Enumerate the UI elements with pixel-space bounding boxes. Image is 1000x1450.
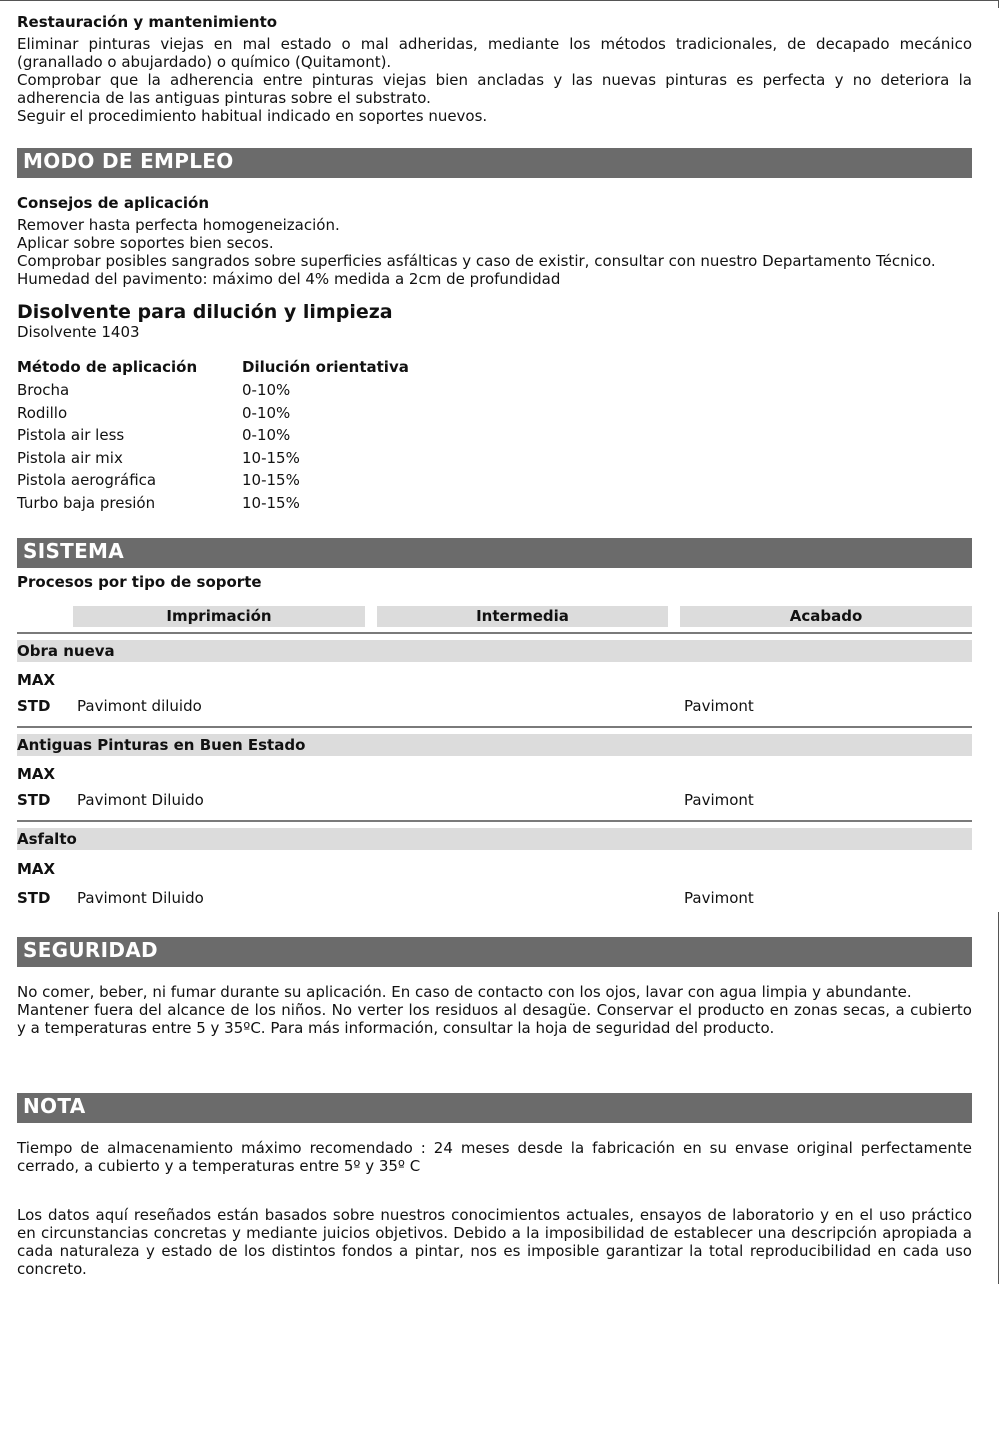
group-row-asfalto: Asfalto [17, 828, 972, 850]
dilution-header-method: Método de aplicación [17, 358, 198, 376]
imprimacion-value: Pavimont Diluido [77, 791, 204, 809]
section-header-seguridad: SEGURIDAD [17, 937, 972, 967]
nota-disclaimer: Los datos aquí reseñados están basados sobre nuestros conocimientos actuales, ensayos de laboratorio y en el uso práctico en circunstancias concretas y mediante juicios objetivos. Debido a la imposibilidad de establecer una descripción apropiada a cada naturaleza y estado de los distintos fondos a pintar, nos es imposible garantizar la total reproducibilidad en cada uso concreto. [17, 1206, 972, 1278]
dilution-value: 0-10% [242, 381, 291, 399]
dilution-method: Turbo baja presión [17, 494, 156, 512]
max-label: MAX [17, 671, 56, 689]
nota-almacenamiento: Tiempo de almacenamiento máximo recomendado : 24 meses desde la fabricación en su envase original perfectamente cerrado, a cubierto y a temperaturas entre 5º y 35º C [17, 1139, 972, 1175]
acabado-value: Pavimont [684, 697, 754, 715]
dilution-header-dilution: Dilución orientativa [242, 358, 409, 376]
restauracion-text [17, 35, 972, 125]
disolvente-value: Disolvente 1403 [17, 323, 140, 341]
consejo-line: Comprobar posibles sangrados sobre superficies asfálticas y caso de existir, consultar con nuestro Departamento Técnico. [17, 252, 936, 270]
disolvente-title: Disolvente para dilución y limpieza [17, 301, 393, 323]
column-header-intermedia: Intermedia [377, 606, 668, 627]
acabado-value: Pavimont [684, 791, 754, 809]
section-header-nota: NOTA [17, 1093, 972, 1123]
page-right-border [998, 912, 999, 1284]
divider [17, 632, 972, 634]
sistema-subtitle: Procesos por tipo de soporte [17, 573, 262, 591]
dilution-value: 10-15% [242, 449, 300, 467]
acabado-value: Pavimont [684, 889, 754, 907]
dilution-value: 0-10% [242, 404, 291, 422]
dilution-method: Pistola aerográfica [17, 471, 157, 489]
dilution-method: Pistola air mix [17, 449, 123, 467]
consejos-list [17, 216, 972, 288]
imprimacion-value: Pavimont diluido [77, 697, 202, 715]
dilution-value: 10-15% [242, 471, 300, 489]
restauracion-line: Seguir el procedimiento habitual indicado en soportes nuevos. [17, 107, 488, 125]
std-label: STD [17, 889, 51, 907]
dilution-method: Pistola air less [17, 426, 125, 444]
divider [17, 820, 972, 822]
seguridad-line: Mantener fuera del alcance de los niños. No verter los residuos al desagüe. Conservar el producto en zonas secas, a cubierto y a temperaturas entre 5 y 35ºC. Para más información, consultar la hoja de seguridad del producto. [17, 1001, 972, 1037]
column-header-imprimacion: Imprimación [73, 606, 365, 627]
dilution-method: Brocha [17, 381, 70, 399]
column-header-acabado: Acabado [680, 606, 972, 627]
consejo-line: Aplicar sobre soportes bien secos. [17, 234, 274, 252]
restauracion-line: Comprobar que la adherencia entre pinturas viejas bien ancladas y las nuevas pinturas es perfecta y no deteriora la adherencia de las antiguas pinturas sobre el substrato. [17, 71, 972, 107]
divider [17, 726, 972, 728]
dilution-value: 0-10% [242, 426, 291, 444]
page-right-border [998, 0, 999, 8]
restauracion-line: Eliminar pinturas viejas en mal estado o mal adheridas, mediante los métodos tradicionales, de decapado mecánico (granallado o abujardado) o químico (Quitamont). [17, 35, 972, 71]
std-label: STD [17, 697, 51, 715]
seguridad-line: No comer, beber, ni fumar durante su aplicación. En caso de contacto con los ojos, lavar con agua limpia y abundante. [17, 983, 912, 1001]
consejos-title: Consejos de aplicación [17, 194, 209, 212]
max-label: MAX [17, 765, 56, 783]
max-label: MAX [17, 860, 56, 878]
section-header-modo-empleo: MODO DE EMPLEO [17, 148, 972, 178]
page-top-border [0, 0, 998, 1]
restauracion-title: Restauración y mantenimiento [17, 13, 278, 31]
section-header-sistema: SISTEMA [17, 538, 972, 568]
group-row-obra-nueva: Obra nueva [17, 640, 972, 662]
consejo-line: Remover hasta perfecta homogeneización. [17, 216, 340, 234]
dilution-method: Rodillo [17, 404, 68, 422]
dilution-value: 10-15% [242, 494, 300, 512]
consejo-line: Humedad del pavimento: máximo del 4% medida a 2cm de profundidad [17, 270, 561, 288]
group-row-antiguas-pinturas: Antiguas Pinturas en Buen Estado [17, 734, 972, 756]
seguridad-text [17, 983, 972, 1037]
imprimacion-value: Pavimont Diluido [77, 889, 204, 907]
std-label: STD [17, 791, 51, 809]
